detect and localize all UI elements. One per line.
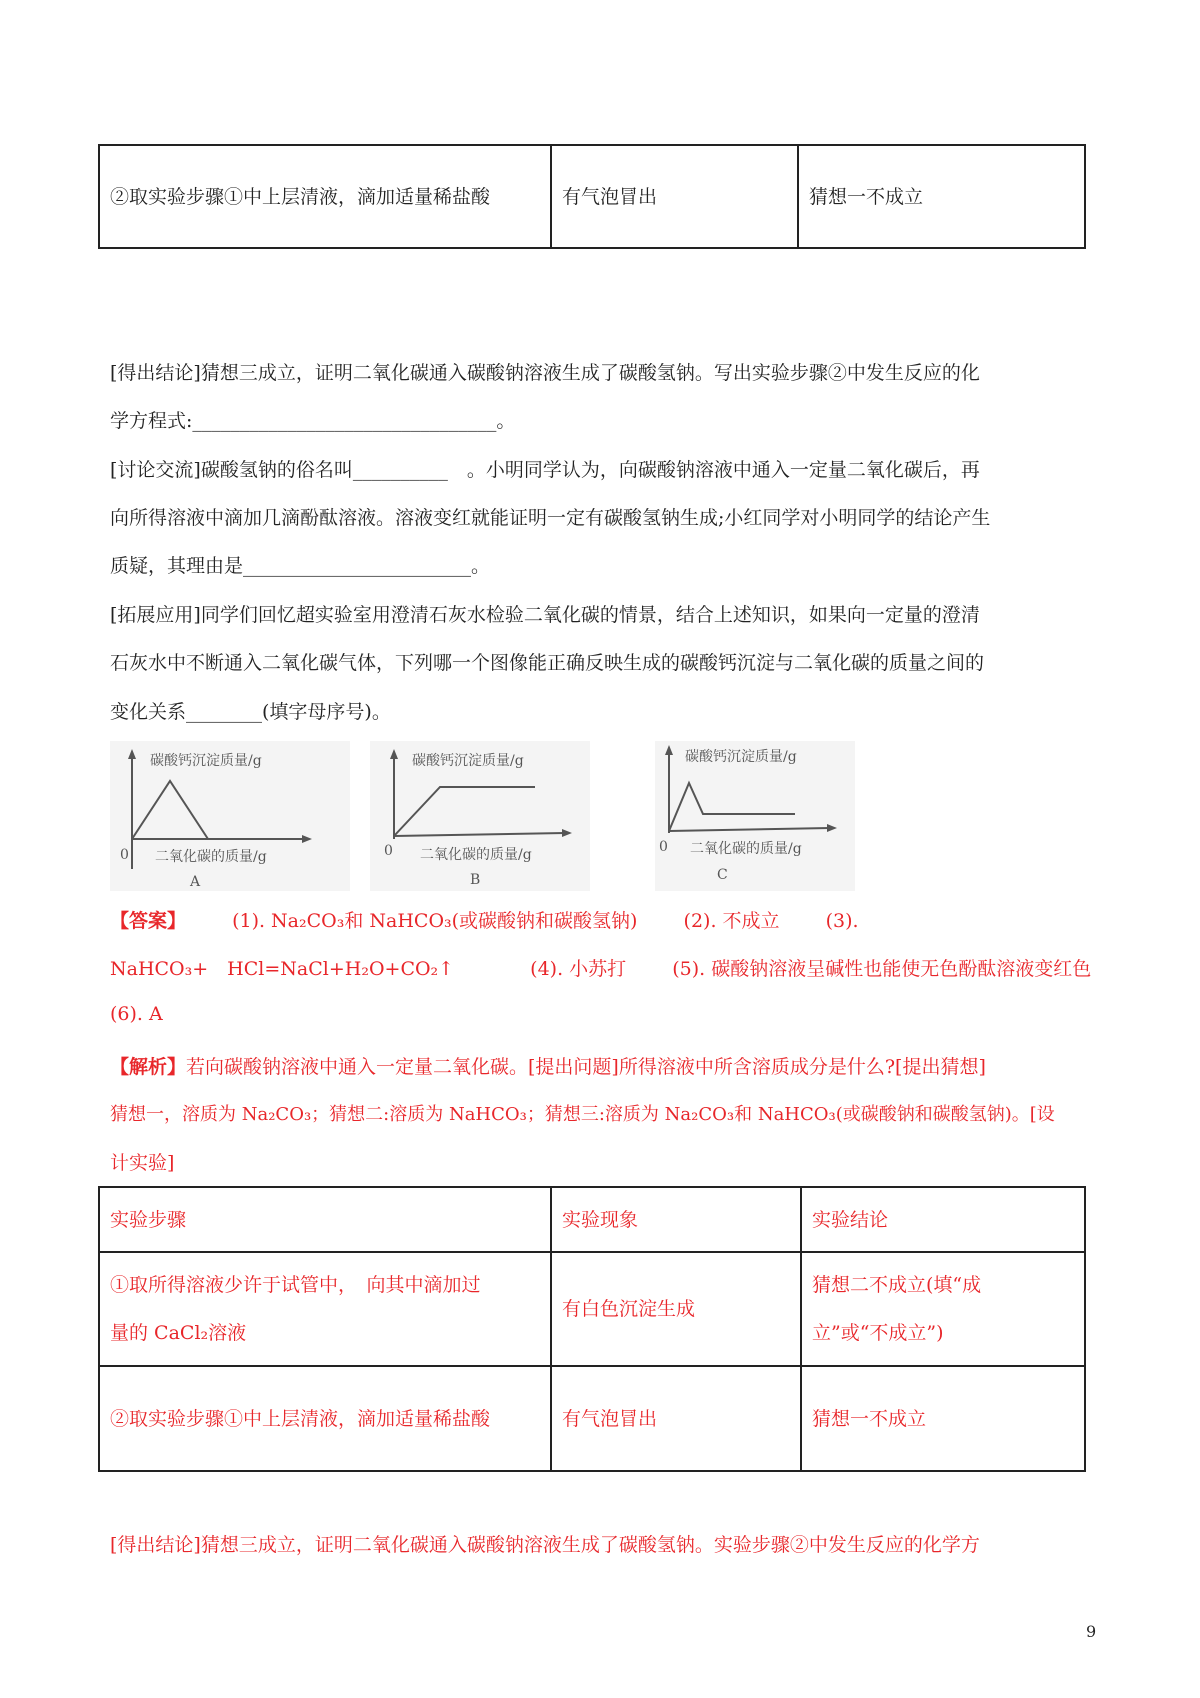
table-cell: ②取实验步骤①中上层清液，滴加适量稀盐酸 xyxy=(99,145,551,248)
table-row xyxy=(99,1366,1085,1471)
paragraph-line: 石灰水中不断通入二氧化碳气体，下列哪一个图像能正确反映生成的碳酸钙沉淀与二氧化碳的质量之间的 xyxy=(110,652,985,674)
table-cell: 有气泡冒出 xyxy=(551,145,798,248)
graph-letter: A xyxy=(190,874,201,890)
table-cell xyxy=(99,1252,551,1366)
table-cell: 猜想一不成立 xyxy=(801,1366,1085,1471)
paragraph-line: 学方程式:________________________________。 xyxy=(110,410,516,432)
table-cell: 猜想一不成立 xyxy=(798,145,1085,248)
header-cell: 实验现象 xyxy=(551,1187,801,1252)
table-row xyxy=(99,145,1085,248)
table-header-row xyxy=(99,1187,1085,1252)
answer-line xyxy=(110,954,1091,981)
table-cell: ②取实验步骤①中上层清液，滴加适量稀盐酸 xyxy=(99,1366,551,1471)
header-cell: 实验结论 xyxy=(801,1187,1085,1252)
cell-line: 量的 CaCl₂溶液 xyxy=(110,1322,247,1344)
origin-label: 0 xyxy=(120,847,129,863)
paragraph-line: [讨论交流]碳酸氢钠的俗名叫__________ 。小明同学认为，向碳酸钠溶液中通入一定量二氧化碳后，再 xyxy=(110,459,980,481)
paragraph-line: 向所得溶液中滴加几滴酚酞溶液。溶液变红就能证明一定有碳酸氢钠生成;小红同学对小明同学的结论产生 xyxy=(110,507,991,529)
analysis-text: 若向碳酸钠溶液中通入一定量二氧化碳。[提出问题]所得溶液中所含溶质成分是什么?[提出猜想] xyxy=(186,1056,986,1078)
page-number: 9 xyxy=(1086,1622,1097,1641)
answer-1: (1). Na₂CO₃和 NaHCO₃(或碳酸钠和碳酸氢钠) xyxy=(232,910,638,932)
graph-b xyxy=(370,741,590,896)
graph-a xyxy=(110,741,350,896)
x-axis-label: 二氧化碳的质量/g xyxy=(690,841,802,857)
paragraph-line: [得出结论]猜想三成立，证明二氧化碳通入碳酸钠溶液生成了碳酸氢钠。写出实验步骤②中发生反应的化 xyxy=(110,362,980,384)
y-axis-label: 碳酸钙沉淀质量/g xyxy=(412,753,524,769)
analysis-line: 计实验] xyxy=(110,1152,175,1174)
y-axis-label: 碳酸钙沉淀质量/g xyxy=(685,749,797,765)
table-row xyxy=(99,1252,1085,1366)
header-cell: 实验步骤 xyxy=(99,1187,551,1252)
table-cell: 有白色沉淀生成 xyxy=(551,1252,801,1366)
answer-4: (4). 小苏打 xyxy=(530,958,627,980)
experiment-answer-table xyxy=(98,1186,1086,1472)
cell-line: 立”或“不成立”) xyxy=(812,1322,944,1344)
origin-label: 0 xyxy=(384,843,393,859)
experiment-table-continued xyxy=(98,144,1086,249)
origin-label: 0 xyxy=(659,839,668,855)
analysis-line: 猜想一，溶质为 Na₂CO₃；猜想二:溶质为 NaHCO₃；猜想三:溶质为 Na₂CO₃和 NaHCO₃(或碳酸钠和碳酸氢钠)。[设 xyxy=(110,1104,1055,1125)
paragraph-line: [拓展应用]同学们回忆超实验室用澄清石灰水检验二氧化碳的情景，结合上述知识，如果向一定量的澄清 xyxy=(110,604,980,626)
answer-line xyxy=(110,906,859,933)
conclusion-line: [得出结论]猜想三成立，证明二氧化碳通入碳酸钠溶液生成了碳酸氢钠。实验步骤②中发生反应的化学方 xyxy=(110,1534,980,1556)
analysis-tag: 【解析】 xyxy=(110,1056,187,1078)
graph-letter: B xyxy=(470,872,481,888)
y-axis-label: 碳酸钙沉淀质量/g xyxy=(150,753,262,769)
graph-letter: C xyxy=(717,867,728,883)
answer-tag: 【答案】 xyxy=(110,910,187,932)
answer-5: (5). 碳酸钠溶液呈碱性也能使无色酚酞溶液变红色 xyxy=(672,958,1092,980)
answer-3: (3). xyxy=(825,910,859,932)
x-axis-label: 二氧化碳的质量/g xyxy=(420,847,532,863)
x-axis-label: 二氧化碳的质量/g xyxy=(155,849,267,865)
graph-c xyxy=(655,741,855,896)
paragraph-line: 质疑，其理由是________________________。 xyxy=(110,555,491,577)
answer-3-equation: NaHCO₃+ HCl=NaCl+H₂O+CO₂↑ xyxy=(110,958,455,980)
analysis-line xyxy=(110,1052,986,1079)
answer-6: (6). A xyxy=(110,1003,163,1025)
answer-2: (2). 不成立 xyxy=(683,910,780,932)
paragraph-line: 变化关系________(填字母序号)。 xyxy=(110,701,391,723)
cell-line: 猜想二不成立(填“成 xyxy=(812,1274,982,1296)
table-cell: 有气泡冒出 xyxy=(551,1366,801,1471)
table-cell xyxy=(801,1252,1085,1366)
cell-line: ①取所得溶液少许于试管中， 向其中滴加过 xyxy=(110,1274,481,1296)
